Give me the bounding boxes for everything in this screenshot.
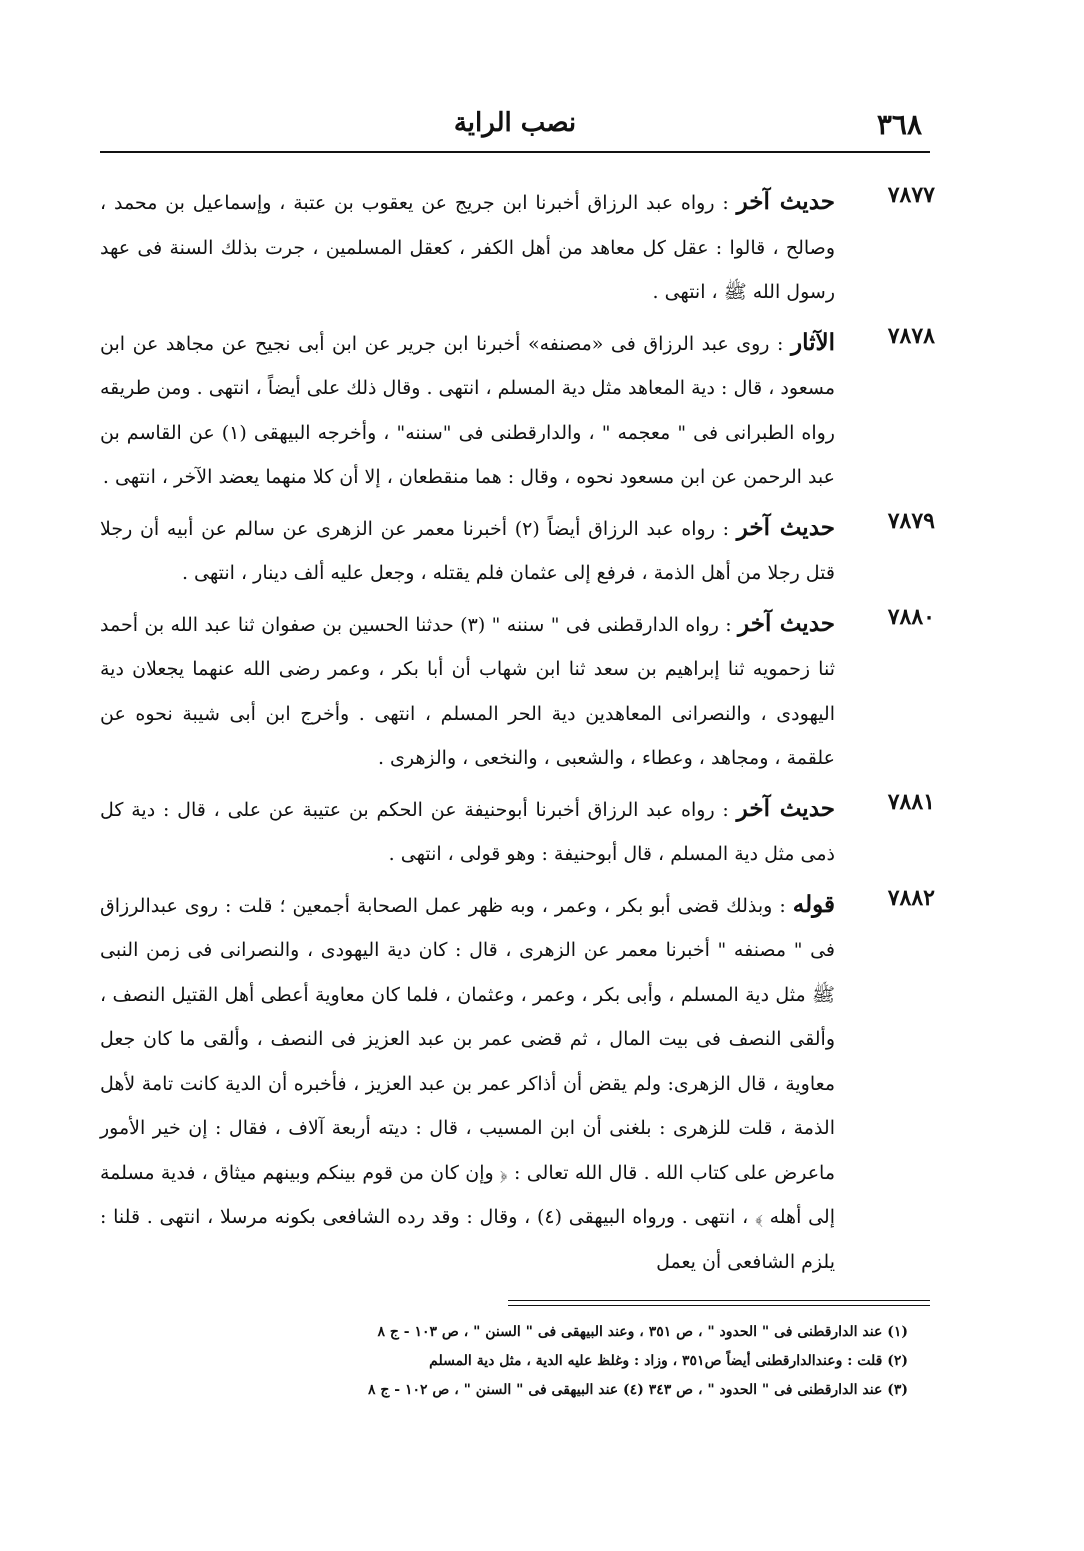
entry-body: : رواه الدارقطنى فى " سننه " (٣) حدثنا الحسين بن صفوان ثنا عبد الله بن أحمد ثنا زحمويه ثنا إبراهيم بن سعد ثنا ابن شهاب أن أبا بكر ، وعمر رضى الله عنهما يجعلان دية اليهودى ، والنصرانى المعاهدين دية الحر المسلم ، انتهى . وأخرج ابن أبى شيبة نحوه عن علقمة ، ومجاهد ، وعطاء ، والشعبى ، والنخعى ، والزهرى . [100,613,835,769]
entry-body: : رواه عبد الرزاق أيضاً (٢) أخبرنا معمر عن الزهرى عن سالم عن أبيه أن رجلا قتل رجلا من أهل الذمة ، فرفع إلى عثمان فلم يقتله ، وجعل عليه ألف دينار ، انتهى . [100,517,835,584]
entry-number: ٧٨٧٨ [887,322,935,349]
entry [100,321,935,500]
entry-body: : رواه عبد الرزاق أخبرنا أبوحنيفة عن الحكم بن عتيبة عن على ، قال : دية كل ذمى مثل دية المسلم ، قال أبوحنيفة : وهو قولى ، انتهى . [100,798,835,865]
page-number: ٣٦٨ [876,108,922,141]
entry [100,883,935,1285]
entry-text [100,506,835,596]
entry-number: ٧٨٨١ [887,788,935,815]
footnotes [210,1318,908,1405]
entry-lead: قوله [792,890,835,918]
entry [100,787,935,877]
entry [100,506,935,596]
entry [100,602,935,781]
footnote: (٣) عند الدارقطنى فى " الحدود " ، ص ٣٤٣ (٤) عند البيهقى فى " السنن " ، ص ١٠٢ - ج ٨ [367,1382,908,1398]
entry-lead: حديث آخر [736,188,835,215]
entry-lead: حديث آخر [738,609,835,637]
entry-body: : رواه عبد الرزاق أخبرنا ابن جريج عن يعقوب بن عتبة ، وإسماعيل بن محمد ، وصالح ، قالوا : عقل كل معاهد من أهل الكفر ، كعقل المسلمين ، جرت بذلك السنة فى عهد رسول الله ﷺ ، انتهى . [100,192,835,303]
footnote: (٢) قلت : وعندالدارقطنى أيضاً ص٣٥١ ، وزاد : وغلظ عليه الدية ، مثل دية المسلم [429,1353,908,1369]
header-divider [100,151,930,153]
entry-lead: حديث آخر [736,794,835,822]
entry-number: ٧٨٨٠ [887,603,935,630]
entry-number: ٧٨٨٢ [887,884,935,911]
footnote: (١) عند الدارقطنى فى " الحدود " ، ص ٣٥١ ، وعند البيهقى فى " السنن " ، ص ١٠٣ - ج ٨ [377,1324,908,1340]
entry-lead: الآثار [790,328,835,356]
entries-list [100,180,935,1290]
entry-text [100,321,835,500]
entry-text [100,180,835,315]
entry-text [100,787,835,877]
footnote-divider [508,1305,930,1306]
book-title: نصب الراية [453,108,577,138]
entry-lead: حديث آخر [736,513,835,541]
entry-body: : روى عبد الرزاق فى «مصنفه» أخبرنا ابن جرير عن ابن أبى نجيح عن مجاهد عن ابن مسعود ، قال : دية المعاهد مثل دية المسلم ، انتهى . وقال ذلك على أيضاً ، انتهى . ومن طريقه رواه الطبرانى فى " معجمه " ، والدارقطنى فى "سننه" ، وأخرجه البيهقى (١) عن القاسم بن عبد الرحمن عن ابن مسعود نحوه ، وقال : هما منقطعان ، إلا أن كلا منهما يعضد الآخر ، انتهى . [100,332,835,488]
entry-text [100,883,835,1285]
page-header [100,100,930,148]
entry [100,180,935,315]
entry-body: : وبذلك قضى أبو بكر ، وعمر ، وبه ظهر عمل الصحابة أجمعين ؛ قلت : روى عبدالرزاق فى " مصنفه " أخبرنا معمر عن الزهرى ، قال : كان دية اليهودى ، والنصرانى فى زمن النبى ﷺ مثل دية المسلم ، وأبى بكر ، وعمر ، وعثمان ، فلما كان معاوية أعطى أهل القتيل النصف ، وألقى النصف فى بيت المال ، ثم قضى عمر بن عبد العزيز فى النصف ، وألقى ما كان جعل معاوية ، قال الزهرى: ولم يقض أن أذاكر عمر بن عبد العزيز ، فأخبره أن الدية كانت تامة لأهل الذمة ، قلت للزهرى : بلغنى أن ابن المسيب ، قال : ديته أربعة آلاف ، فقال : إن خير الأمور ماعرض على كتاب الله . قال الله تعالى : ﴿ وإن كان من قوم بينكم وبينهم ميثاق ، فدية مسلمة إلى أهله ﴾ ، انتهى . ورواه البيهقى (٤) ، وقال : وقد رده الشافعى بكونه مرسلا ، انتهى . قلنا : يلزم الشافعى أن يعمل [100,894,835,1273]
footnote-divider [508,1300,930,1301]
entry-number: ٧٨٧٧ [887,182,935,208]
entry-number: ٧٨٧٩ [887,507,935,534]
entry-text [100,602,835,781]
